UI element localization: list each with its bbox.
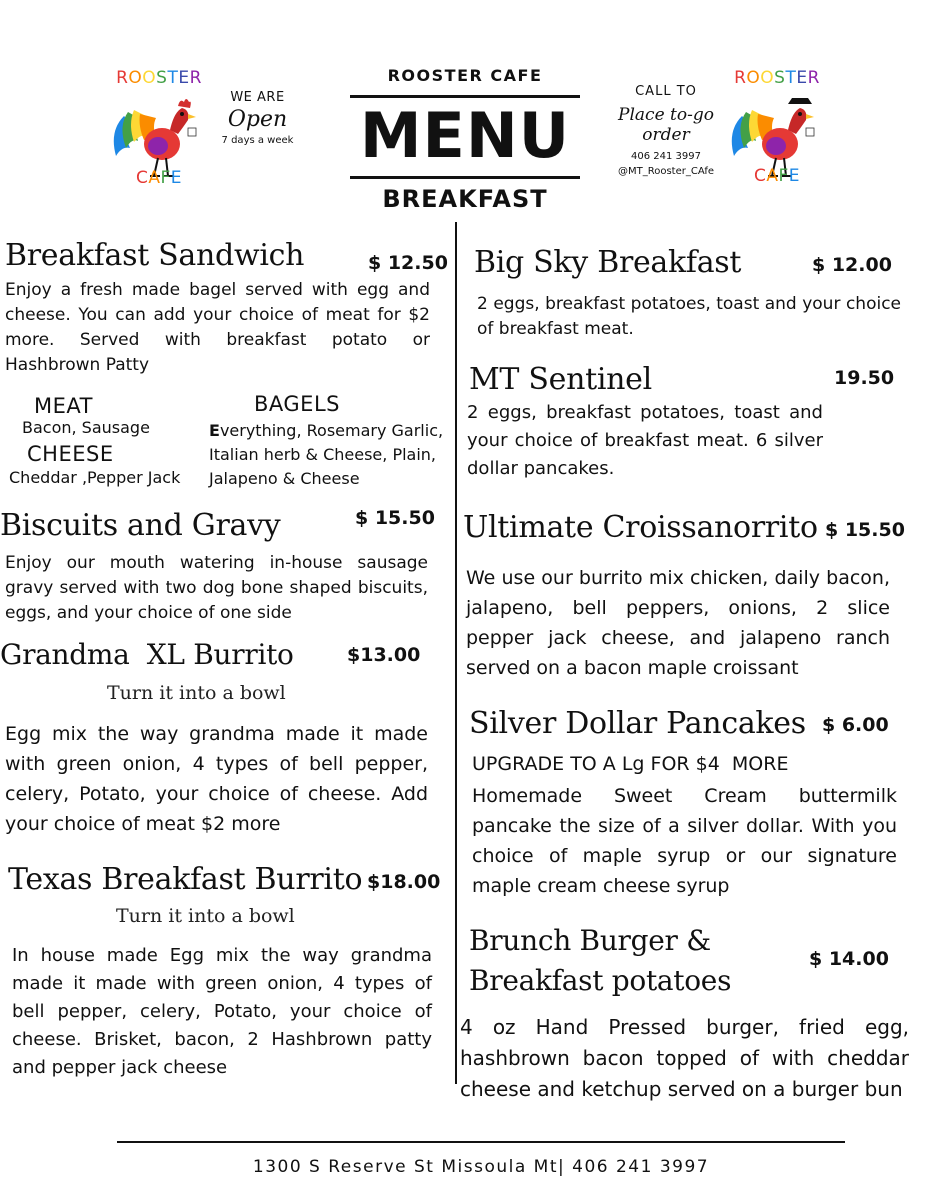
croissanorrito-desc: We use our burrito mix chicken, daily bacon, jalapeno, bell peppers, onions, 2 slice pepper jack cheese, and jalapeno ranch served on a bacon maple croissant — [466, 567, 890, 679]
silver-dollar-upgrade: UPGRADE TO A Lg FOR $4 MORE — [472, 753, 789, 775]
left-logo — [104, 68, 214, 198]
cafe-name: ROOSTER CAFE — [387, 66, 543, 85]
logo-top-word — [722, 68, 832, 88]
logo-letter: E — [788, 166, 801, 186]
call-badge-phone: 406 241 3997 — [631, 151, 701, 162]
mt-sentinel-price: 19.50 — [834, 367, 895, 389]
bagels-options — [209, 419, 449, 491]
logo-letter: R — [734, 68, 747, 88]
header-top-rule — [350, 95, 580, 98]
breakfast-sandwich-title: Breakfast Sandwich — [5, 238, 305, 273]
texas-burrito-note: Turn it into a bowl — [116, 905, 295, 927]
croissanorrito-title: Ultimate Croissanorrito — [463, 510, 818, 545]
bagels-options-rest: verything, Rosemary Garlic, Italian herb & Cheese, Plain, Jalapeno & Cheese — [209, 421, 444, 488]
logo-letter: E — [170, 168, 183, 188]
footer-address: 1300 S Reserve St Missoula Mt| 406 241 3997 — [252, 1157, 710, 1177]
grandma-burrito-title: Grandma XL Burrito — [0, 638, 294, 671]
logo-top-word — [104, 68, 214, 88]
silver-dollar-price: $ 6.00 — [822, 714, 889, 736]
logo-bottom-word — [104, 168, 214, 188]
big-sky-desc: 2 eggs, breakfast potatoes, toast and your choice of breakfast meat. — [477, 294, 901, 339]
logo-letter: E — [178, 68, 190, 88]
cheese-label: CHEESE — [27, 442, 114, 466]
silver-dollar-title: Silver Dollar Pancakes — [469, 706, 806, 741]
grandma-burrito-note: Turn it into a bowl — [107, 682, 286, 704]
logo-letter: O — [128, 68, 143, 88]
open-badge-line3: 7 days a week — [221, 135, 294, 146]
cheese-options: Cheddar ,Pepper Jack — [9, 468, 181, 487]
biscuits-gravy-price: $ 15.50 — [355, 507, 435, 529]
logo-letter: C — [135, 168, 149, 188]
call-badge-line2: Place to-go order — [618, 105, 714, 145]
mt-sentinel-desc: 2 eggs, breakfast potatoes, toast and your choice of breakfast meat. 6 silver dollar pancakes. — [467, 402, 823, 479]
biscuits-gravy-title: Biscuits and Gravy — [0, 508, 281, 543]
texas-burrito-price: $18.00 — [367, 871, 441, 893]
big-sky-price: $ 12.00 — [812, 254, 892, 276]
meat-options: Bacon, Sausage — [22, 418, 150, 437]
logo-letter: T — [167, 68, 179, 88]
logo-letter: A — [148, 168, 161, 188]
logo-letter: F — [778, 166, 789, 186]
logo-letter: O — [746, 68, 761, 88]
logo-letter: R — [807, 68, 820, 88]
logo-letter: S — [156, 68, 168, 88]
open-badge-line2: Open — [227, 107, 288, 132]
grandma-burrito-price: $13.00 — [347, 644, 421, 666]
logo-letter: A — [766, 166, 779, 186]
call-badge-line1: CALL TO — [635, 84, 697, 99]
logo-letter: O — [760, 68, 775, 88]
logo-letter: E — [796, 68, 808, 88]
brunch-burger-title-line1: Brunch Burger & — [469, 924, 711, 957]
menu-title: MENU — [359, 99, 571, 172]
open-badge — [210, 90, 305, 146]
big-sky-title: Big Sky Breakfast — [474, 245, 742, 280]
logo-letter: R — [189, 68, 202, 88]
logo-letter: R — [116, 68, 129, 88]
grandma-burrito-desc: Egg mix the way grandma made it made with green onion, 4 types of bell pepper, celery, Potato, your choice of cheese. Add your choice of meat $2 more — [5, 723, 428, 835]
call-badge-handle: @MT_Rooster_CAfe — [617, 166, 714, 177]
bagels-options-first: E — [209, 421, 220, 440]
logo-letter: F — [160, 168, 171, 188]
meat-label: MEAT — [34, 394, 93, 418]
biscuits-gravy-desc: Enjoy our mouth watering in-house sausage gravy served with two dog bone shaped biscuits, eggs, and your choice of one side — [5, 553, 428, 623]
header-bottom-rule — [350, 176, 580, 179]
brunch-burger-title-line2: Breakfast potatoes — [469, 964, 732, 997]
open-badge-line1: WE ARE — [230, 90, 285, 105]
logo-letter: S — [774, 68, 786, 88]
call-badge — [596, 84, 736, 177]
texas-burrito-title: Texas Breakfast Burrito — [8, 862, 363, 897]
logo-letter: T — [785, 68, 797, 88]
mt-sentinel-title: MT Sentinel — [469, 362, 652, 397]
footer-rule — [117, 1141, 845, 1143]
logo-letter: O — [142, 68, 157, 88]
texas-burrito-desc: In house made Egg mix the way grandma made it made with green onion, 4 types of bell pepper, celery, Potato, your choice of cheese. Brisket, bacon, 2 Hashbrown patty and pepper jack cheese — [12, 945, 432, 1078]
bagels-label: BAGELS — [254, 392, 340, 416]
brunch-burger-price: $ 14.00 — [809, 948, 889, 970]
right-logo — [722, 68, 832, 198]
column-divider — [455, 222, 457, 1084]
breakfast-sandwich-desc: Enjoy a fresh made bagel served with egg and cheese. You can add your choice of meat for $2 more. Served with breakfast potato or Hashbrown Patty — [5, 280, 430, 375]
breakfast-sandwich-price: $ 12.50 — [368, 252, 448, 274]
silver-dollar-desc: Homemade Sweet Cream buttermilk pancake the size of a silver dollar. With you choice of maple syrup or our signature maple cream cheese syrup — [472, 785, 897, 897]
logo-bottom-word — [722, 166, 832, 186]
section-title: BREAKFAST — [382, 185, 548, 213]
croissanorrito-price: $ 15.50 — [825, 519, 905, 541]
logo-letter: C — [753, 166, 767, 186]
brunch-burger-desc: 4 oz Hand Pressed burger, fried egg, hashbrown bacon topped of with cheddar cheese and ketchup served on a burger bun — [460, 1015, 909, 1101]
